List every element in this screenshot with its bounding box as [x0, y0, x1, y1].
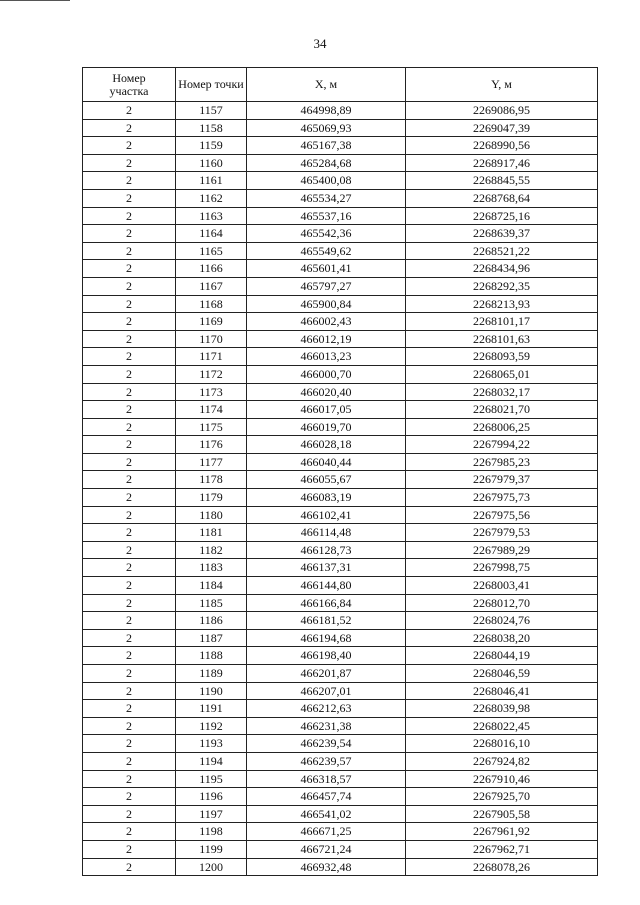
cell-point: 1165	[176, 242, 247, 260]
cell-point: 1158	[176, 119, 247, 137]
page-number: 34	[313, 36, 327, 51]
header-sector-line1: Номер	[112, 70, 146, 85]
cell-y: 2267910,46	[406, 770, 598, 788]
table-row	[83, 242, 598, 260]
cell-x: 466201,87	[247, 665, 406, 683]
cell-sector: 2	[83, 524, 176, 542]
cell-sector: 2	[83, 840, 176, 858]
table-row	[83, 541, 598, 559]
cell-point: 1178	[176, 471, 247, 489]
cell-y: 2268039,98	[406, 700, 598, 718]
cell-point: 1159	[176, 137, 247, 155]
cell-sector: 2	[83, 559, 176, 577]
cell-x: 466239,57	[247, 752, 406, 770]
header-x-coordinate: X, м	[247, 68, 406, 102]
cell-point: 1192	[176, 717, 247, 735]
header-sector-number	[83, 68, 176, 102]
table-row	[83, 401, 598, 419]
cell-x: 466012,19	[247, 330, 406, 348]
cell-x: 466020,40	[247, 383, 406, 401]
table-row	[83, 383, 598, 401]
cell-sector: 2	[83, 647, 176, 665]
cell-y: 2267975,73	[406, 489, 598, 507]
cell-point: 1193	[176, 735, 247, 753]
cell-sector: 2	[83, 735, 176, 753]
cell-x: 466017,05	[247, 401, 406, 419]
cell-sector: 2	[83, 242, 176, 260]
cell-y: 2268917,46	[406, 154, 598, 172]
table-row	[83, 594, 598, 612]
cell-sector: 2	[83, 471, 176, 489]
cell-point: 1170	[176, 330, 247, 348]
cell-sector: 2	[83, 717, 176, 735]
cell-point: 1184	[176, 577, 247, 595]
cell-y: 2267989,29	[406, 541, 598, 559]
cell-sector: 2	[83, 154, 176, 172]
header-point-number: Номер точки	[176, 68, 247, 102]
cell-point: 1167	[176, 277, 247, 295]
cell-y: 2268024,76	[406, 612, 598, 630]
cell-y: 2267975,56	[406, 506, 598, 524]
cell-sector: 2	[83, 489, 176, 507]
cell-y: 2268434,96	[406, 260, 598, 278]
table-row	[83, 506, 598, 524]
table-row	[83, 137, 598, 155]
table-row	[83, 700, 598, 718]
cell-x: 466128,73	[247, 541, 406, 559]
cell-sector: 2	[83, 365, 176, 383]
table-row	[83, 365, 598, 383]
cell-point: 1191	[176, 700, 247, 718]
cell-y: 2268990,56	[406, 137, 598, 155]
cell-x: 465284,68	[247, 154, 406, 172]
header-y-coordinate: Y, м	[406, 68, 598, 102]
cell-x: 466207,01	[247, 682, 406, 700]
cell-x: 466457,74	[247, 788, 406, 806]
cell-y: 2267994,22	[406, 436, 598, 454]
cell-x: 466194,68	[247, 629, 406, 647]
cell-sector: 2	[83, 612, 176, 630]
cell-y: 2268012,70	[406, 594, 598, 612]
table-row	[83, 735, 598, 753]
cell-sector: 2	[83, 119, 176, 137]
cell-y: 2268003,41	[406, 577, 598, 595]
table-row	[83, 471, 598, 489]
cell-point: 1181	[176, 524, 247, 542]
cell-point: 1189	[176, 665, 247, 683]
cell-x: 466144,80	[247, 577, 406, 595]
cell-sector: 2	[83, 260, 176, 278]
cell-sector: 2	[83, 225, 176, 243]
cell-x: 466055,67	[247, 471, 406, 489]
cell-sector: 2	[83, 102, 176, 120]
cell-point: 1183	[176, 559, 247, 577]
cell-point: 1160	[176, 154, 247, 172]
cell-x: 466002,43	[247, 313, 406, 331]
cell-sector: 2	[83, 858, 176, 876]
cell-point: 1174	[176, 401, 247, 419]
cell-sector: 2	[83, 383, 176, 401]
cell-x: 466721,24	[247, 840, 406, 858]
cell-x: 465549,62	[247, 242, 406, 260]
cell-x: 465534,27	[247, 189, 406, 207]
table-row	[83, 770, 598, 788]
cell-x: 465900,84	[247, 295, 406, 313]
cell-point: 1162	[176, 189, 247, 207]
cell-x: 466181,52	[247, 612, 406, 630]
cell-x: 466198,40	[247, 647, 406, 665]
table-row	[83, 418, 598, 436]
cell-sector: 2	[83, 418, 176, 436]
cell-y: 2268292,35	[406, 277, 598, 295]
cell-sector: 2	[83, 682, 176, 700]
cell-point: 1180	[176, 506, 247, 524]
cell-sector: 2	[83, 752, 176, 770]
cell-x: 466231,38	[247, 717, 406, 735]
cell-sector: 2	[83, 137, 176, 155]
cell-sector: 2	[83, 823, 176, 841]
cell-y: 2268021,70	[406, 401, 598, 419]
table-header-row	[83, 68, 598, 102]
cell-point: 1171	[176, 348, 247, 366]
cell-sector: 2	[83, 348, 176, 366]
cell-y: 2268639,37	[406, 225, 598, 243]
table-row	[83, 788, 598, 806]
cell-x: 466239,54	[247, 735, 406, 753]
coordinates-table	[82, 67, 598, 876]
cell-y: 2267979,53	[406, 524, 598, 542]
cell-sector: 2	[83, 629, 176, 647]
cell-x: 466040,44	[247, 453, 406, 471]
table-row	[83, 840, 598, 858]
cell-point: 1157	[176, 102, 247, 120]
cell-y: 2268044,19	[406, 647, 598, 665]
table-row	[83, 577, 598, 595]
cell-x: 466166,84	[247, 594, 406, 612]
table-row	[83, 189, 598, 207]
cell-point: 1197	[176, 805, 247, 823]
cell-y: 2268006,25	[406, 418, 598, 436]
cell-sector: 2	[83, 207, 176, 225]
cell-sector: 2	[83, 330, 176, 348]
table-row	[83, 612, 598, 630]
cell-point: 1190	[176, 682, 247, 700]
cell-point: 1188	[176, 647, 247, 665]
cell-x: 466013,23	[247, 348, 406, 366]
table-row	[83, 207, 598, 225]
cell-y: 2268101,63	[406, 330, 598, 348]
cell-point: 1198	[176, 823, 247, 841]
cell-y: 2268038,20	[406, 629, 598, 647]
table-row	[83, 313, 598, 331]
cell-point: 1194	[176, 752, 247, 770]
cell-point: 1166	[176, 260, 247, 278]
cell-point: 1161	[176, 172, 247, 190]
cell-y: 2268093,59	[406, 348, 598, 366]
cell-y: 2267962,71	[406, 840, 598, 858]
table-row	[83, 717, 598, 735]
cell-y: 2269086,95	[406, 102, 598, 120]
cell-y: 2268032,17	[406, 383, 598, 401]
table-row	[83, 752, 598, 770]
table-row	[83, 489, 598, 507]
cell-x: 466000,70	[247, 365, 406, 383]
cell-x: 466102,41	[247, 506, 406, 524]
cell-point: 1176	[176, 436, 247, 454]
cell-y: 2268016,10	[406, 735, 598, 753]
cell-x: 465400,08	[247, 172, 406, 190]
cell-sector: 2	[83, 805, 176, 823]
cell-sector: 2	[83, 189, 176, 207]
table-row	[83, 102, 598, 120]
cell-y: 2267924,82	[406, 752, 598, 770]
table-row	[83, 524, 598, 542]
cell-x: 464998,89	[247, 102, 406, 120]
table-row	[83, 805, 598, 823]
cell-sector: 2	[83, 541, 176, 559]
cell-x: 466028,18	[247, 436, 406, 454]
cell-point: 1179	[176, 489, 247, 507]
cell-y: 2267961,92	[406, 823, 598, 841]
cell-point: 1173	[176, 383, 247, 401]
cell-point: 1200	[176, 858, 247, 876]
cell-y: 2268768,64	[406, 189, 598, 207]
cell-y: 2268065,01	[406, 365, 598, 383]
cell-x: 465537,16	[247, 207, 406, 225]
cell-x: 466114,48	[247, 524, 406, 542]
table-row	[83, 277, 598, 295]
cell-sector: 2	[83, 313, 176, 331]
cell-sector: 2	[83, 172, 176, 190]
cell-sector: 2	[83, 506, 176, 524]
cell-point: 1182	[176, 541, 247, 559]
cell-y: 2267985,23	[406, 453, 598, 471]
table-row	[83, 172, 598, 190]
cell-sector: 2	[83, 788, 176, 806]
cell-point: 1186	[176, 612, 247, 630]
cell-x: 466932,48	[247, 858, 406, 876]
cell-x: 465542,36	[247, 225, 406, 243]
cell-point: 1185	[176, 594, 247, 612]
cell-y: 2268213,93	[406, 295, 598, 313]
corner-mark	[0, 0, 70, 1]
cell-x: 466083,19	[247, 489, 406, 507]
cell-y: 2268521,22	[406, 242, 598, 260]
table-row	[83, 682, 598, 700]
cell-point: 1168	[176, 295, 247, 313]
header-sector-line2: участка	[109, 83, 149, 98]
table-row	[83, 559, 598, 577]
cell-x: 466019,70	[247, 418, 406, 436]
cell-x: 465601,41	[247, 260, 406, 278]
table-row	[83, 858, 598, 876]
cell-point: 1195	[176, 770, 247, 788]
cell-point: 1169	[176, 313, 247, 331]
cell-sector: 2	[83, 401, 176, 419]
cell-sector: 2	[83, 453, 176, 471]
cell-x: 466318,57	[247, 770, 406, 788]
cell-x: 466212,63	[247, 700, 406, 718]
cell-x: 465797,27	[247, 277, 406, 295]
cell-point: 1199	[176, 840, 247, 858]
cell-y: 2268725,16	[406, 207, 598, 225]
cell-point: 1172	[176, 365, 247, 383]
cell-sector: 2	[83, 277, 176, 295]
cell-x: 466541,02	[247, 805, 406, 823]
cell-y: 2268022,45	[406, 717, 598, 735]
table-body	[83, 102, 598, 876]
table-row	[83, 260, 598, 278]
cell-point: 1187	[176, 629, 247, 647]
cell-point: 1196	[176, 788, 247, 806]
cell-point: 1175	[176, 418, 247, 436]
cell-sector: 2	[83, 436, 176, 454]
cell-y: 2267998,75	[406, 559, 598, 577]
table-row	[83, 119, 598, 137]
cell-y: 2268845,55	[406, 172, 598, 190]
cell-sector: 2	[83, 295, 176, 313]
table-row	[83, 154, 598, 172]
table-row	[83, 823, 598, 841]
cell-y: 2268046,41	[406, 682, 598, 700]
table-row	[83, 330, 598, 348]
table-row	[83, 647, 598, 665]
cell-point: 1164	[176, 225, 247, 243]
cell-y: 2267905,58	[406, 805, 598, 823]
cell-point: 1177	[176, 453, 247, 471]
cell-y: 2268078,26	[406, 858, 598, 876]
cell-sector: 2	[83, 700, 176, 718]
cell-point: 1163	[176, 207, 247, 225]
cell-x: 465167,38	[247, 137, 406, 155]
cell-sector: 2	[83, 594, 176, 612]
cell-y: 2267979,37	[406, 471, 598, 489]
cell-y: 2269047,39	[406, 119, 598, 137]
table-row	[83, 665, 598, 683]
cell-x: 466671,25	[247, 823, 406, 841]
table-row	[83, 436, 598, 454]
cell-y: 2267925,70	[406, 788, 598, 806]
table-row	[83, 629, 598, 647]
table-row	[83, 453, 598, 471]
cell-y: 2268101,17	[406, 313, 598, 331]
cell-x: 466137,31	[247, 559, 406, 577]
cell-x: 465069,93	[247, 119, 406, 137]
cell-y: 2268046,59	[406, 665, 598, 683]
table-row	[83, 295, 598, 313]
cell-sector: 2	[83, 770, 176, 788]
cell-sector: 2	[83, 577, 176, 595]
cell-sector: 2	[83, 665, 176, 683]
table-row	[83, 348, 598, 366]
table-row	[83, 225, 598, 243]
